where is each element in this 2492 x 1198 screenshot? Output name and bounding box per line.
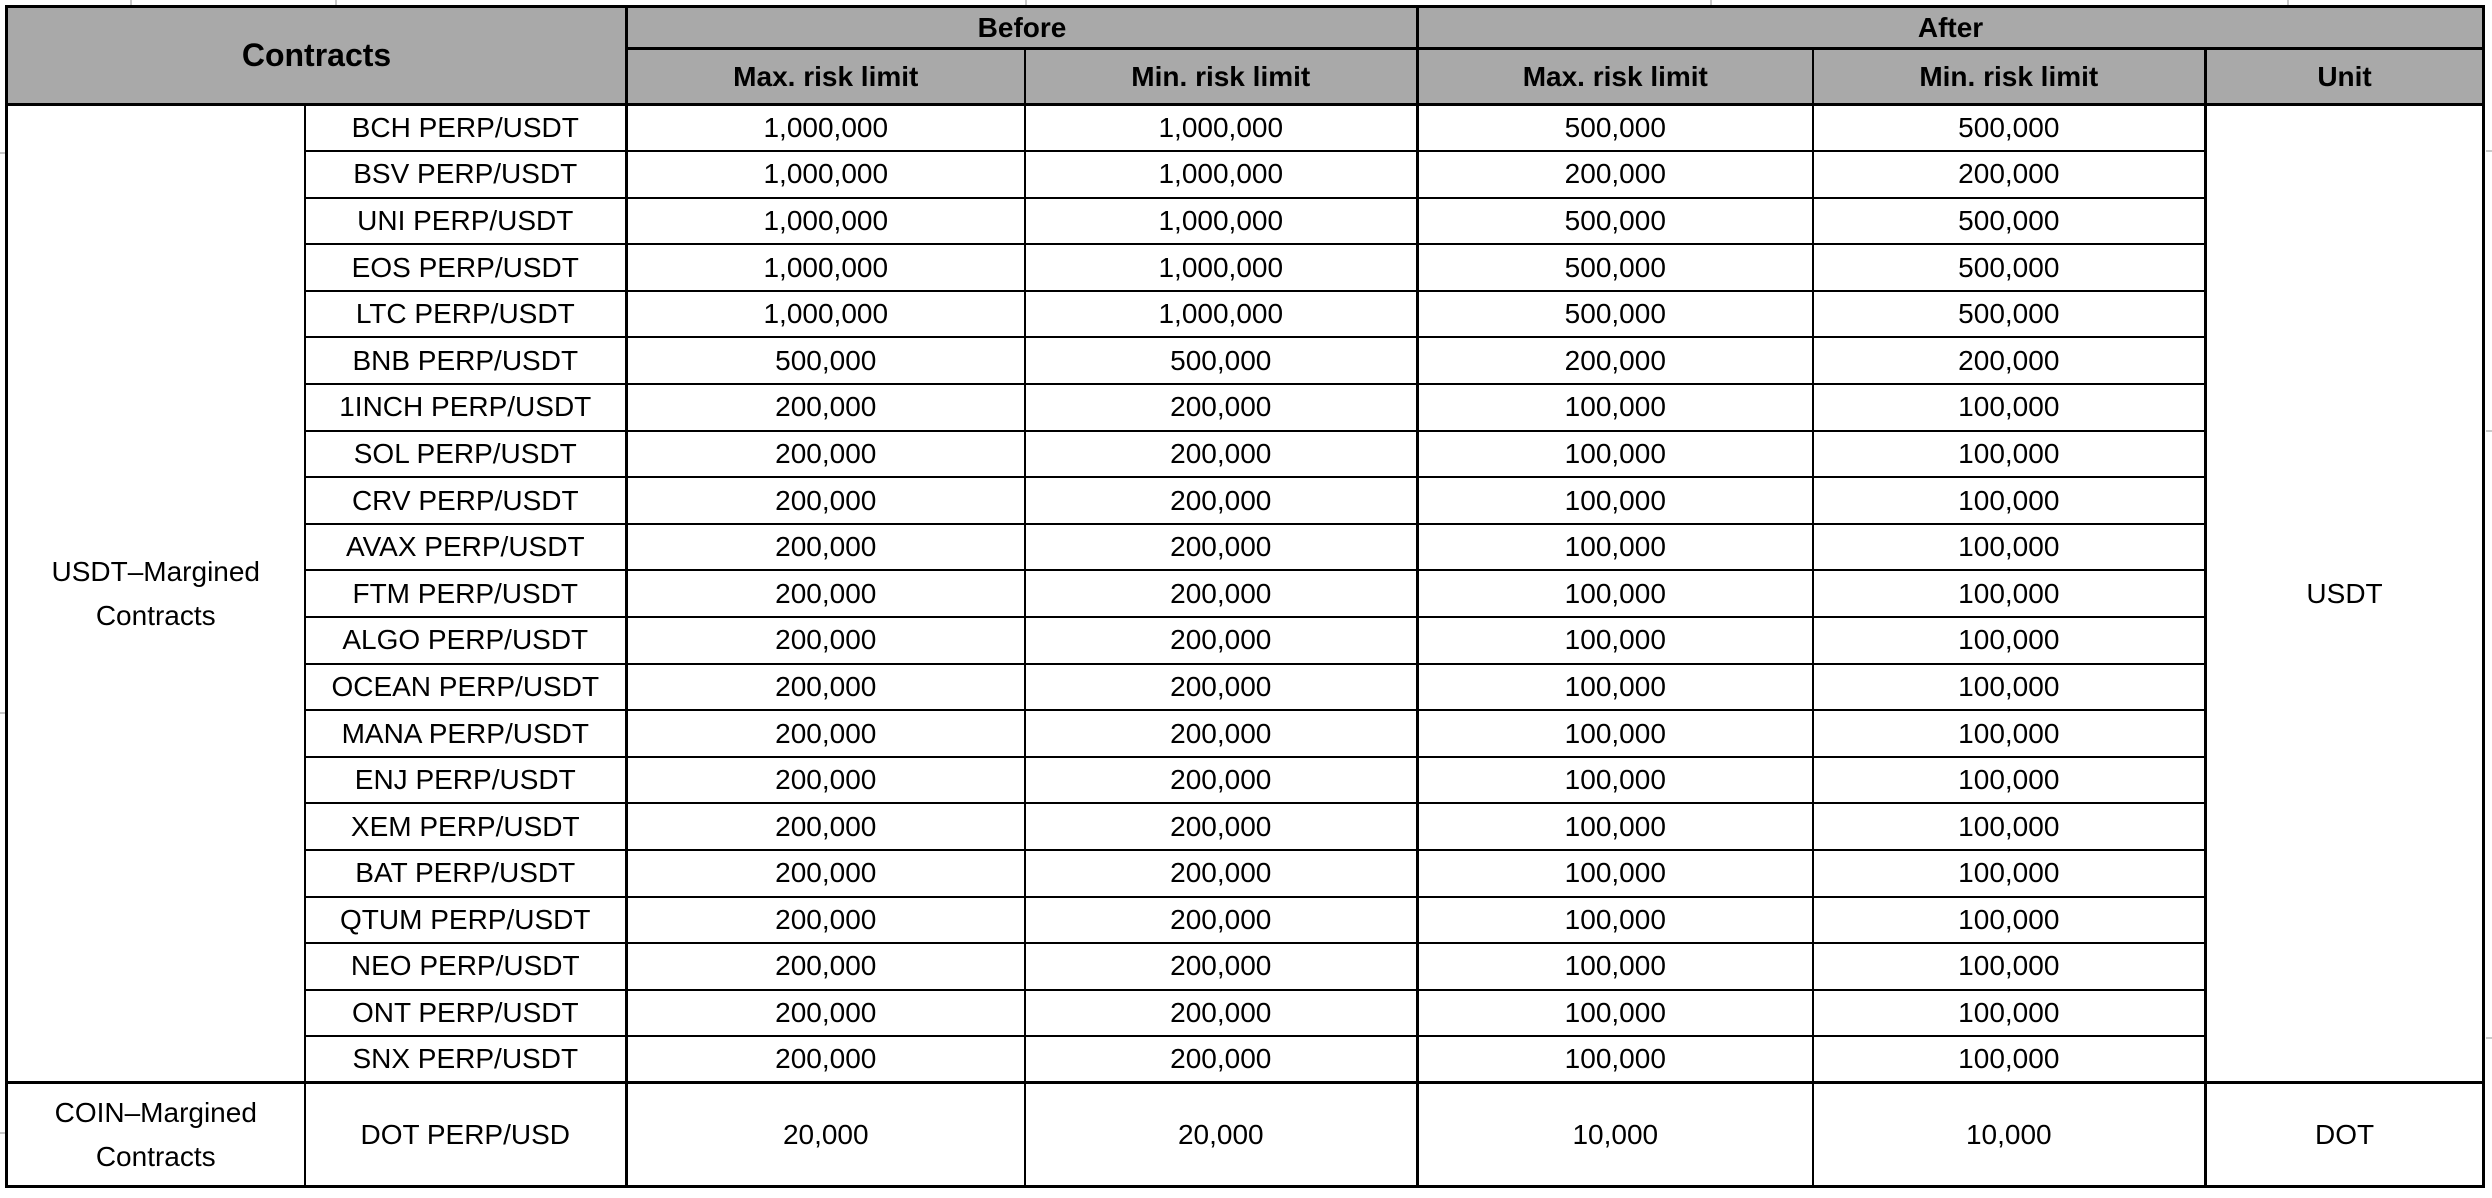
table-row: [7, 524, 2484, 571]
group-label: USDT–Margined Contracts: [7, 105, 305, 1083]
contract-name: NEO PERP/USDT: [305, 943, 627, 990]
contract-name: OCEAN PERP/USDT: [305, 664, 627, 711]
contract-name: MANA PERP/USDT: [305, 710, 627, 757]
contract-name: SNX PERP/USDT: [305, 1036, 627, 1083]
before-min-value: 1,000,000: [1025, 244, 1418, 291]
table-row: [7, 1036, 2484, 1083]
contract-name: LTC PERP/USDT: [305, 291, 627, 338]
before-max-value: 200,000: [627, 990, 1025, 1037]
before-max-value: 200,000: [627, 431, 1025, 478]
after-min-value: 100,000: [1813, 803, 2206, 850]
contract-name: QTUM PERP/USDT: [305, 897, 627, 944]
unit-value: DOT: [2206, 1083, 2484, 1187]
contract-name: CRV PERP/USDT: [305, 477, 627, 524]
after-min-value: 500,000: [1813, 105, 2206, 152]
before-max-value: 200,000: [627, 570, 1025, 617]
before-min-value: 500,000: [1025, 337, 1418, 384]
contract-name: BAT PERP/USDT: [305, 850, 627, 897]
after-min-value: 100,000: [1813, 943, 2206, 990]
after-max-value: 500,000: [1418, 244, 1813, 291]
after-min-value: 100,000: [1813, 384, 2206, 431]
after-min-value: 500,000: [1813, 198, 2206, 245]
contract-name: DOT PERP/USD: [305, 1083, 627, 1187]
after-max-value: 100,000: [1418, 431, 1813, 478]
before-max-value: 200,000: [627, 757, 1025, 804]
after-min-value: 500,000: [1813, 291, 2206, 338]
after-max-value: 100,000: [1418, 570, 1813, 617]
before-min-value: 200,000: [1025, 943, 1418, 990]
contract-name: ONT PERP/USDT: [305, 990, 627, 1037]
after-min-value: 100,000: [1813, 710, 2206, 757]
header-contracts: Contracts: [7, 7, 627, 105]
table-row: [7, 990, 2484, 1037]
table-row: [7, 1083, 2484, 1187]
group-label: COIN–Margined Contracts: [7, 1083, 305, 1187]
table-row: [7, 151, 2484, 198]
after-min-value: 100,000: [1813, 850, 2206, 897]
after-min-value: 100,000: [1813, 617, 2206, 664]
table-row: [7, 570, 2484, 617]
after-max-value: 100,000: [1418, 524, 1813, 571]
before-min-value: 200,000: [1025, 897, 1418, 944]
contract-name: UNI PERP/USDT: [305, 198, 627, 245]
before-min-value: 200,000: [1025, 477, 1418, 524]
before-min-value: 200,000: [1025, 524, 1418, 571]
table-row: [7, 710, 2484, 757]
contract-name: BNB PERP/USDT: [305, 337, 627, 384]
table-row: [7, 617, 2484, 664]
after-max-value: 100,000: [1418, 990, 1813, 1037]
before-max-value: 200,000: [627, 664, 1025, 711]
after-min-value: 100,000: [1813, 990, 2206, 1037]
before-min-value: 200,000: [1025, 757, 1418, 804]
before-min-value: 200,000: [1025, 803, 1418, 850]
after-min-value: 100,000: [1813, 477, 2206, 524]
before-max-value: 200,000: [627, 617, 1025, 664]
after-max-value: 100,000: [1418, 384, 1813, 431]
contract-name: BSV PERP/USDT: [305, 151, 627, 198]
contract-name: EOS PERP/USDT: [305, 244, 627, 291]
contract-name: 1INCH PERP/USDT: [305, 384, 627, 431]
before-max-value: 200,000: [627, 803, 1025, 850]
after-max-value: 100,000: [1418, 897, 1813, 944]
after-max-value: 500,000: [1418, 291, 1813, 338]
table-row: [7, 198, 2484, 245]
before-min-value: 200,000: [1025, 990, 1418, 1037]
after-max-value: 100,000: [1418, 617, 1813, 664]
after-max-value: 100,000: [1418, 477, 1813, 524]
before-max-value: 200,000: [627, 850, 1025, 897]
table-row: [7, 105, 2484, 152]
header-row-groups: [7, 7, 2484, 49]
before-min-value: 200,000: [1025, 431, 1418, 478]
after-min-value: 100,000: [1813, 897, 2206, 944]
contract-name: ALGO PERP/USDT: [305, 617, 627, 664]
table-row: [7, 384, 2484, 431]
before-max-value: 200,000: [627, 710, 1025, 757]
table-row: [7, 477, 2484, 524]
before-max-value: 1,000,000: [627, 151, 1025, 198]
table-row: [7, 664, 2484, 711]
after-max-value: 500,000: [1418, 198, 1813, 245]
before-max-value: 200,000: [627, 524, 1025, 571]
table-row: [7, 897, 2484, 944]
table-row: [7, 291, 2484, 338]
after-min-value: 100,000: [1813, 757, 2206, 804]
unit-value: USDT: [2206, 105, 2484, 1083]
before-max-value: 1,000,000: [627, 105, 1025, 152]
contract-name: FTM PERP/USDT: [305, 570, 627, 617]
after-max-value: 10,000: [1418, 1083, 1813, 1187]
before-min-value: 200,000: [1025, 570, 1418, 617]
table-row: [7, 337, 2484, 384]
gridline-stub: [2486, 150, 2492, 152]
before-max-value: 200,000: [627, 477, 1025, 524]
contract-name: AVAX PERP/USDT: [305, 524, 627, 571]
before-max-value: 1,000,000: [627, 291, 1025, 338]
header-after: After: [1418, 7, 2484, 49]
before-max-value: 200,000: [627, 384, 1025, 431]
before-max-value: 1,000,000: [627, 198, 1025, 245]
table-row: [7, 431, 2484, 478]
header-before-max-risk-limit: Max. risk limit: [627, 49, 1025, 105]
after-max-value: 100,000: [1418, 803, 1813, 850]
after-max-value: 500,000: [1418, 105, 1813, 152]
table-row: [7, 943, 2484, 990]
risk-limit-table: [5, 5, 2485, 1188]
header-before: Before: [627, 7, 1418, 49]
before-min-value: 1,000,000: [1025, 291, 1418, 338]
after-max-value: 100,000: [1418, 710, 1813, 757]
after-min-value: 100,000: [1813, 524, 2206, 571]
after-min-value: 10,000: [1813, 1083, 2206, 1187]
before-min-value: 1,000,000: [1025, 198, 1418, 245]
before-min-value: 200,000: [1025, 850, 1418, 897]
before-max-value: 500,000: [627, 337, 1025, 384]
after-max-value: 200,000: [1418, 151, 1813, 198]
after-max-value: 100,000: [1418, 664, 1813, 711]
before-max-value: 200,000: [627, 943, 1025, 990]
before-max-value: 200,000: [627, 1036, 1025, 1083]
table-row: [7, 850, 2484, 897]
header-after-min-risk-limit: Min. risk limit: [1813, 49, 2206, 105]
table-row: [7, 244, 2484, 291]
after-min-value: 100,000: [1813, 1036, 2206, 1083]
table-row: [7, 803, 2484, 850]
contract-name: BCH PERP/USDT: [305, 105, 627, 152]
before-max-value: 200,000: [627, 897, 1025, 944]
contract-name: SOL PERP/USDT: [305, 431, 627, 478]
after-max-value: 200,000: [1418, 337, 1813, 384]
before-min-value: 1,000,000: [1025, 151, 1418, 198]
after-min-value: 100,000: [1813, 664, 2206, 711]
header-before-min-risk-limit: Min. risk limit: [1025, 49, 1418, 105]
after-min-value: 100,000: [1813, 570, 2206, 617]
after-min-value: 200,000: [1813, 337, 2206, 384]
contract-name: XEM PERP/USDT: [305, 803, 627, 850]
before-min-value: 20,000: [1025, 1083, 1418, 1187]
before-min-value: 200,000: [1025, 1036, 1418, 1083]
after-min-value: 100,000: [1813, 431, 2206, 478]
after-min-value: 500,000: [1813, 244, 2206, 291]
before-min-value: 200,000: [1025, 664, 1418, 711]
before-min-value: 1,000,000: [1025, 105, 1418, 152]
contract-name: ENJ PERP/USDT: [305, 757, 627, 804]
header-unit: Unit: [2206, 49, 2484, 105]
before-min-value: 200,000: [1025, 384, 1418, 431]
before-max-value: 20,000: [627, 1083, 1025, 1187]
after-max-value: 100,000: [1418, 850, 1813, 897]
after-min-value: 200,000: [1813, 151, 2206, 198]
after-max-value: 100,000: [1418, 757, 1813, 804]
table-header: [7, 7, 2484, 105]
table-row: [7, 757, 2484, 804]
before-max-value: 1,000,000: [627, 244, 1025, 291]
gridline-stub: [2486, 1037, 2492, 1039]
gridline-stub: [2486, 430, 2492, 432]
header-after-max-risk-limit: Max. risk limit: [1418, 49, 1813, 105]
after-max-value: 100,000: [1418, 943, 1813, 990]
before-min-value: 200,000: [1025, 617, 1418, 664]
before-min-value: 200,000: [1025, 710, 1418, 757]
table-body: [7, 105, 2484, 1187]
after-max-value: 100,000: [1418, 1036, 1813, 1083]
